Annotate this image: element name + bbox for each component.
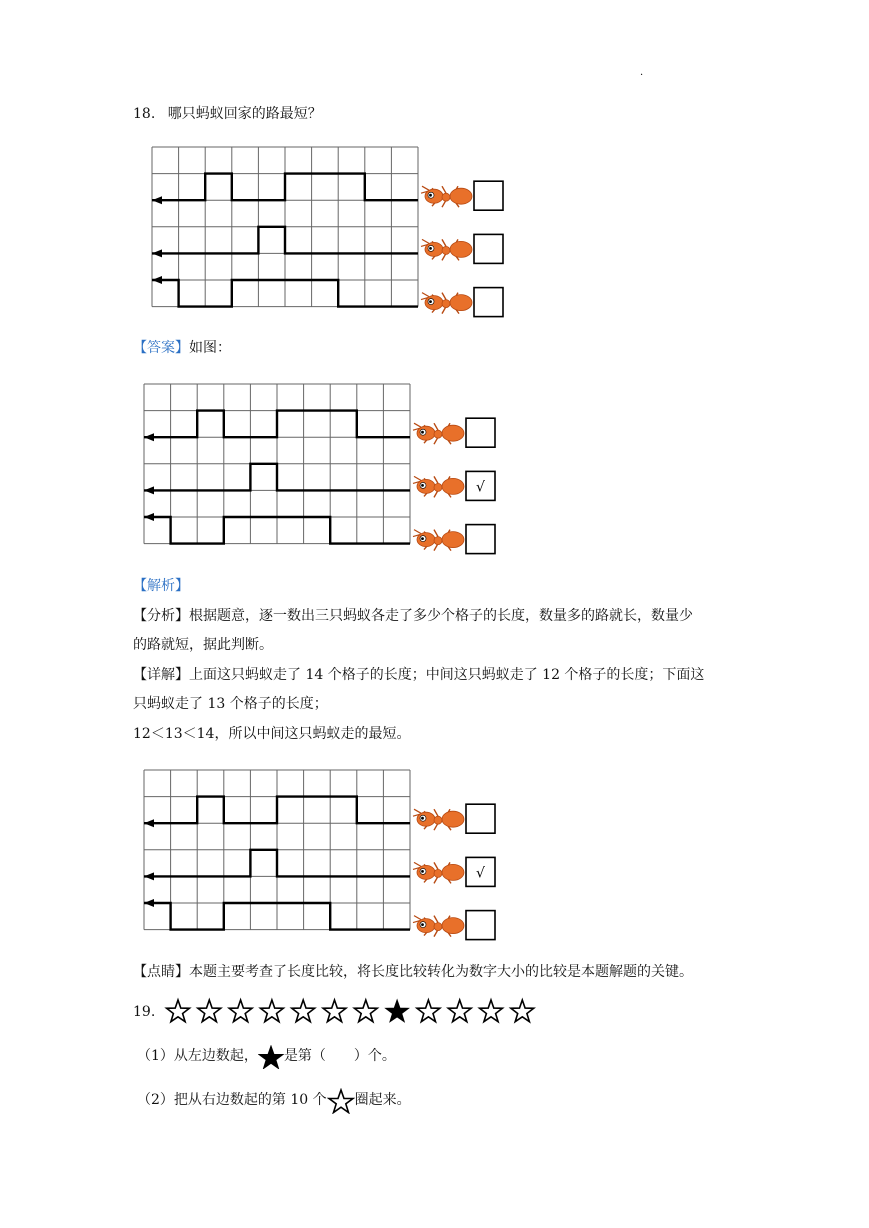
outline-star — [323, 1000, 346, 1022]
ant-icon — [413, 423, 464, 444]
answer-box — [474, 234, 503, 263]
answer-line — [133, 338, 231, 358]
fenxi-text-1: 根据题意，逐一数出三只蚂蚁各走了多少个格子的长度，数量多的路就长，数量少 — [189, 608, 693, 624]
xiangjie-label: 【详解】 — [133, 667, 189, 683]
answer-figure — [142, 382, 502, 558]
answer-text: 如图： — [189, 340, 231, 356]
question-19-number: 19. — [133, 1004, 156, 1020]
ant-route — [144, 464, 410, 491]
arrow-head — [144, 433, 154, 441]
ant-icon — [421, 186, 472, 207]
ant-route — [144, 411, 410, 438]
outline-star — [292, 1000, 315, 1022]
answer-label: 【答案】 — [133, 340, 189, 356]
question-figure — [150, 145, 510, 321]
star-row — [164, 996, 544, 1028]
arrow-head — [144, 819, 154, 827]
ant-icon — [413, 530, 464, 551]
arrow-head — [152, 276, 162, 284]
dianjing-text: 本题主要考查了长度比较，将长度比较转化为数字大小的比较是本题解题的关键。 — [189, 964, 693, 980]
outline-star-icon — [327, 1088, 355, 1112]
q19-sub1 — [137, 1045, 396, 1067]
ant-icon — [413, 809, 464, 830]
check-mark: √ — [476, 865, 485, 882]
outline-star — [417, 1000, 440, 1022]
dianjing-line — [133, 962, 693, 982]
sub2-suffix: 圈起来。 — [354, 1092, 411, 1108]
question-number: 18. — [133, 106, 156, 122]
ant-icon — [421, 239, 472, 260]
xiangjie-text-1: 上面这只蚂蚁走了 14 个格子的长度；中间这只蚂蚁走了 12 个格子的长度；下面这 — [189, 667, 705, 683]
analysis-fenxi-line1 — [133, 606, 693, 626]
ant-icon — [413, 476, 464, 497]
arrow-head — [144, 486, 154, 494]
question-18 — [133, 104, 322, 124]
analysis-xiangjie-line1 — [133, 665, 704, 685]
outline-star — [448, 1000, 471, 1022]
ant-route — [152, 174, 418, 201]
header-mark: · — [640, 70, 644, 81]
answer-box — [474, 181, 503, 210]
outline-star — [229, 1000, 252, 1022]
ant-icon — [413, 862, 464, 883]
outline-star — [167, 1000, 190, 1022]
answer-box — [466, 418, 495, 447]
check-mark: √ — [476, 479, 485, 496]
answer-box — [474, 288, 503, 317]
sub2-prefix: （2）把从右边数起的第 10 个 — [137, 1092, 327, 1108]
sub1-suffix: 是第（ ）个。 — [283, 1048, 396, 1064]
analysis-compare-line: 12＜13＜14，所以中间这只蚂蚁走的最短。 — [133, 726, 411, 742]
outline-star — [511, 1000, 534, 1022]
arrow-head — [144, 513, 154, 521]
ant-icon — [421, 293, 472, 314]
analysis-figure — [142, 768, 502, 944]
outline-star — [198, 1000, 221, 1022]
analysis-fenxi-line2: 的路就短，据此判断。 — [133, 637, 273, 653]
analysis-xiangjie-line2: 只蚂蚁走了 13 个格子的长度； — [133, 696, 328, 712]
arrow-head — [144, 872, 154, 880]
ant-route — [144, 850, 410, 877]
outline-star — [261, 1000, 284, 1022]
filled-star — [386, 1000, 409, 1022]
question-text: 哪只蚂蚁回家的路最短？ — [167, 106, 322, 122]
answer-box — [466, 804, 495, 833]
dianjing-label: 【点睛】 — [133, 964, 189, 980]
sub1-prefix: （1）从左边数起， — [137, 1048, 258, 1064]
outline-star — [354, 1000, 377, 1022]
outline-star — [480, 1000, 503, 1022]
answer-box — [466, 525, 495, 554]
filled-star-icon — [258, 1045, 284, 1067]
analysis-label: 【解析】 — [133, 578, 189, 594]
fenxi-label: 【分析】 — [133, 608, 189, 624]
ant-route — [152, 227, 418, 254]
arrow-head — [152, 196, 162, 204]
arrow-head — [144, 899, 154, 907]
ant-route — [144, 797, 410, 824]
q19-sub2 — [137, 1088, 411, 1112]
arrow-head — [152, 249, 162, 257]
ant-icon — [413, 916, 464, 937]
answer-box — [466, 911, 495, 940]
